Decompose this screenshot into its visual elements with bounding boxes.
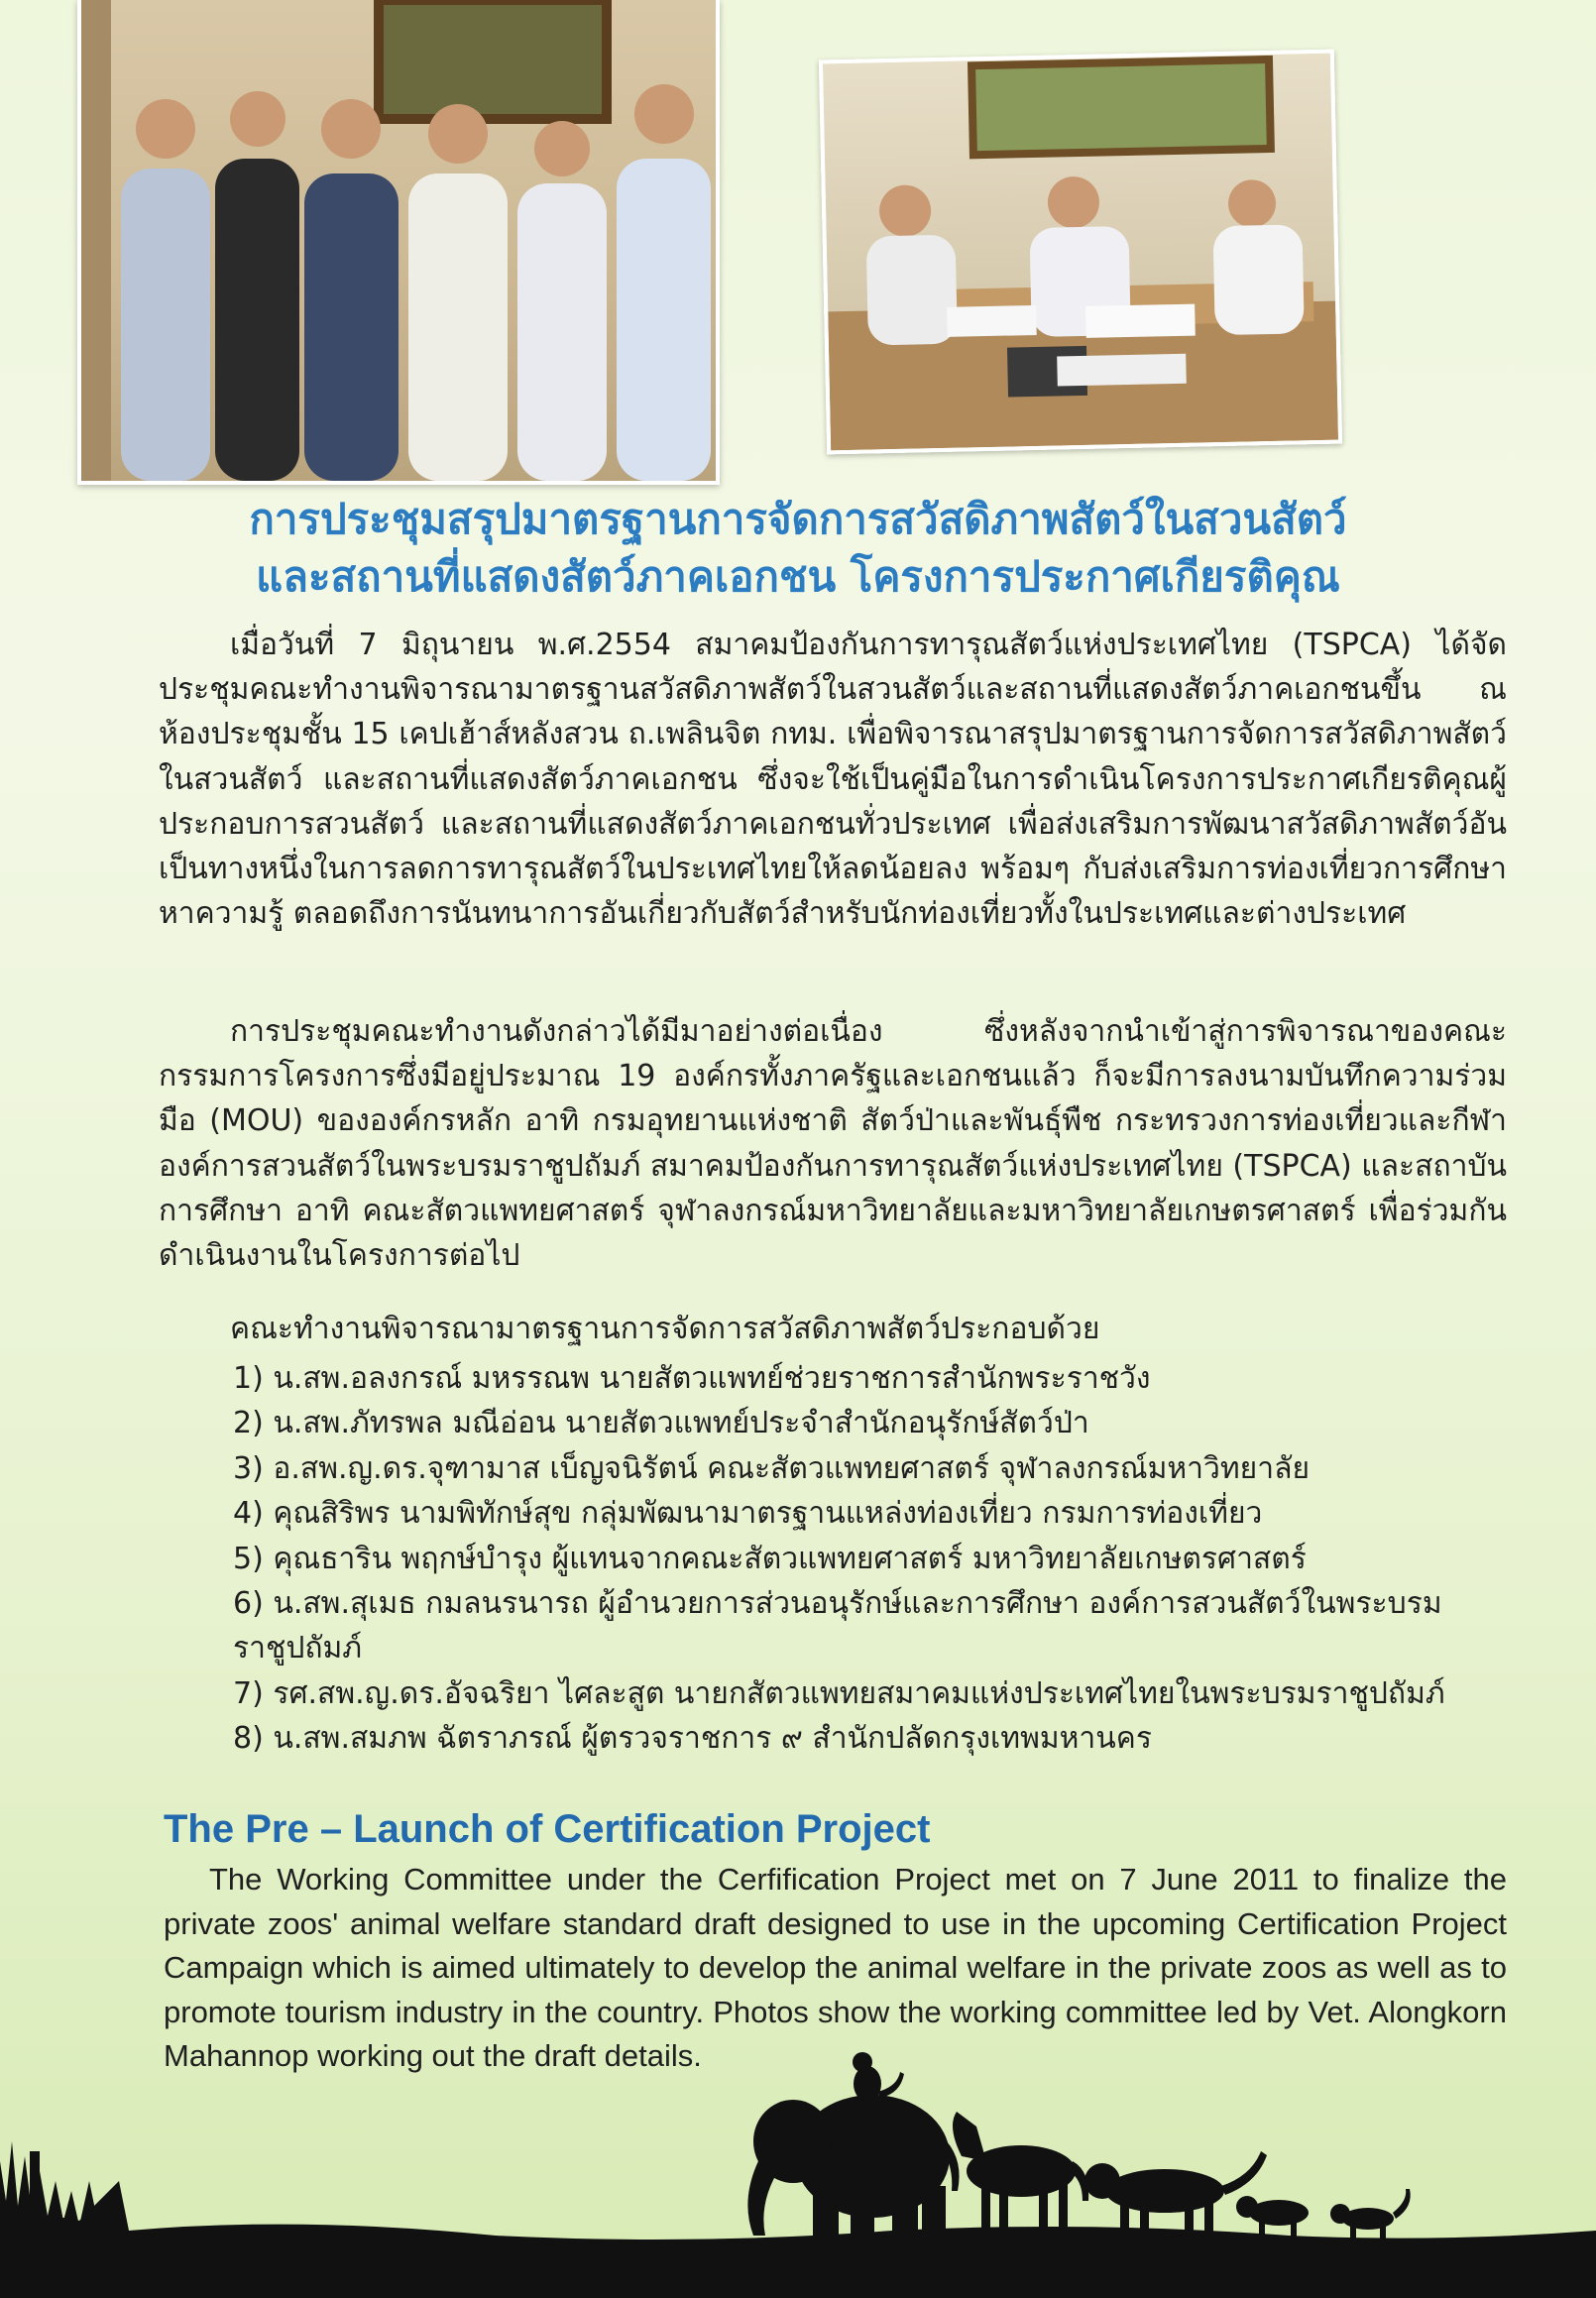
wildlife-silhouette-icon — [0, 2032, 1596, 2298]
list-item: 1) น.สพ.อลงกรณ์ มหรรณพ นายสัตวแพทย์ช่วยราชการสำนักพระราชวัง — [233, 1361, 1151, 1396]
article-title-line2: และสถานที่แสดงสัตว์ภาคเอกชน โครงการประกาศเกียรติคุณ — [256, 552, 1340, 601]
signing-photo-illustration — [823, 54, 1338, 451]
list-item: 4) คุณสิริพร นามพิทักษ์สุข กลุ่มพัฒนามาตรฐานแหล่งท่องเที่ยว กรมการท่องเที่ยว — [233, 1496, 1263, 1532]
committee-member-list — [233, 1356, 1512, 1762]
list-item: 5) คุณธาริน พฤกษ์บำรุง ผู้แทนจากคณะสัตวแพทยศาสตร์ มหาวิทยาลัยเกษตรศาสตร์ — [233, 1541, 1307, 1576]
list-item: 2) น.สพ.ภัทรพล มณีอ่อน นายสัตวแพทย์ประจำสำนักอนุรักษ์สัตว์ป่า — [233, 1406, 1089, 1441]
list-item: 8) น.สพ.สมภพ ฉัตราภรณ์ ผู้ตรวจราชการ ๙ สำนักปลัดกรุงเทพมหานคร — [233, 1721, 1152, 1757]
group-photo-illustration — [81, 0, 716, 481]
english-section-title: The Pre – Launch of Certification Project — [164, 1807, 931, 1851]
article-title — [149, 491, 1447, 606]
list-item: 6) น.สพ.สุเมธ กมลนรนารถ ผู้อำนวยการส่วนอนุรักษ์และการศึกษา องค์การสวนสัตว์ในพระบรมราชูปถัมภ์ — [233, 1586, 1442, 1666]
body-paragraph-1: เมื่อวันที่ 7 มิถุนายน พ.ศ.2554 สมาคมป้องกันการทารุณสัตว์แห่งประเทศไทย (TSPCA) ได้จัดประชุมคณะทำงานพิจารณามาตรฐานสวัสดิภาพสัตว์ในสวนสัตว์และสถานที่แสดงสัตว์ภาคเอกชนขึ้น ณ ห้องประชุมชั้น 15 เคปเฮ้าส์หลังสวน ถ.เพลินจิต กทม. เพื่อพิจารณาสรุปมาตรฐานการจัดการสวัสดิภาพสัตว์ในสวนสัตว์ และสถานที่แสดงสัตว์ภาคเอกชน ซึ่งจะใช้เป็นคู่มือในการดำเนินโครงการประกาศเกียรติคุณผู้ประกอบการสวนสัตว์ และสถานที่แสดงสัตว์ภาคเอกชนทั่วประเทศ เพื่อส่งเสริมการพัฒนาสวัสดิภาพสัตว์อันเป็นทางหนึ่งในการลดการทารุณสัตว์ในประเทศไทยให้ลดน้อยลง พร้อมๆ กับส่งเสริมการท่องเที่ยวการศึกษาหาความรู้ ตลอดถึงการนันทนาการอันเกี่ยวกับสัตว์สำหรับนักท่องเที่ยวทั้งในประเทศและต่างประเทศ — [159, 628, 1507, 932]
signing-photo — [819, 50, 1342, 455]
page-number: 19 — [1519, 2241, 1559, 2282]
list-item: 7) รศ.สพ.ญ.ดร.อัจฉริยา ไศละสูต นายกสัตวแพทยสมาคมแห่งประเทศไทยในพระบรมราชูปถัมภ์ — [233, 1675, 1445, 1711]
committee-intro: คณะทำงานพิจารณามาตรฐานการจัดการสวัสดิภาพสัตว์ประกอบด้วย — [230, 1312, 1100, 1346]
article-title-line1: การประชุมสรุปมาตรฐานการจัดการสวัสดิภาพสัตว์ในสวนสัตว์ — [249, 495, 1347, 543]
group-photo — [77, 0, 720, 485]
list-item: 3) อ.สพ.ญ.ดร.จุฑามาส เบ็ญจนิรัตน์ คณะสัตวแพทยศาสตร์ จุฬาลงกรณ์มหาวิทยาลัย — [233, 1450, 1311, 1486]
english-section-text: The Working Committee under the Cerfification Project met on 7 June 2011 to finalize the private zoos' animal welfare standard draft designed to use in the upcoming Certification Project Campaign which is aimed ultimately to develop the animal welfare in the private zoos as well as to promote tourism industry in the country. Photos show the working committee led by Vet. Alongkorn Mahannop working out the draft details. — [164, 1862, 1507, 2073]
body-paragraph-2: การประชุมคณะทำงานดังกล่าวได้มีมาอย่างต่อเนื่อง ซึ่งหลังจากนำเข้าสู่การพิจารณาของคณะกรรมการโครงการซึ่งมีอยู่ประมาณ 19 องค์กรทั้งภาครัฐและเอกชนแล้ว ก็จะมีการลงนามบันทึกความร่วมมือ (MOU) ขององค์กรหลัก อาทิ กรมอุทยานแห่งชาติ สัตว์ป่าและพันธุ์พืช กระทรวงการท่องเที่ยวและกีฬา องค์การสวนสัตว์ในพระบรมราชูปถัมภ์ สมาคมป้องกันการทารุณสัตว์แห่งประเทศไทย (TSPCA) และสถาบันการศึกษา อาทิ คณะสัตวแพทยศาสตร์ จุฬาลงกรณ์มหาวิทยาลัยและมหาวิทยาลัยเกษตรศาสตร์ เพื่อร่วมกันดำเนินงานในโครงการต่อไป — [159, 1014, 1508, 1274]
